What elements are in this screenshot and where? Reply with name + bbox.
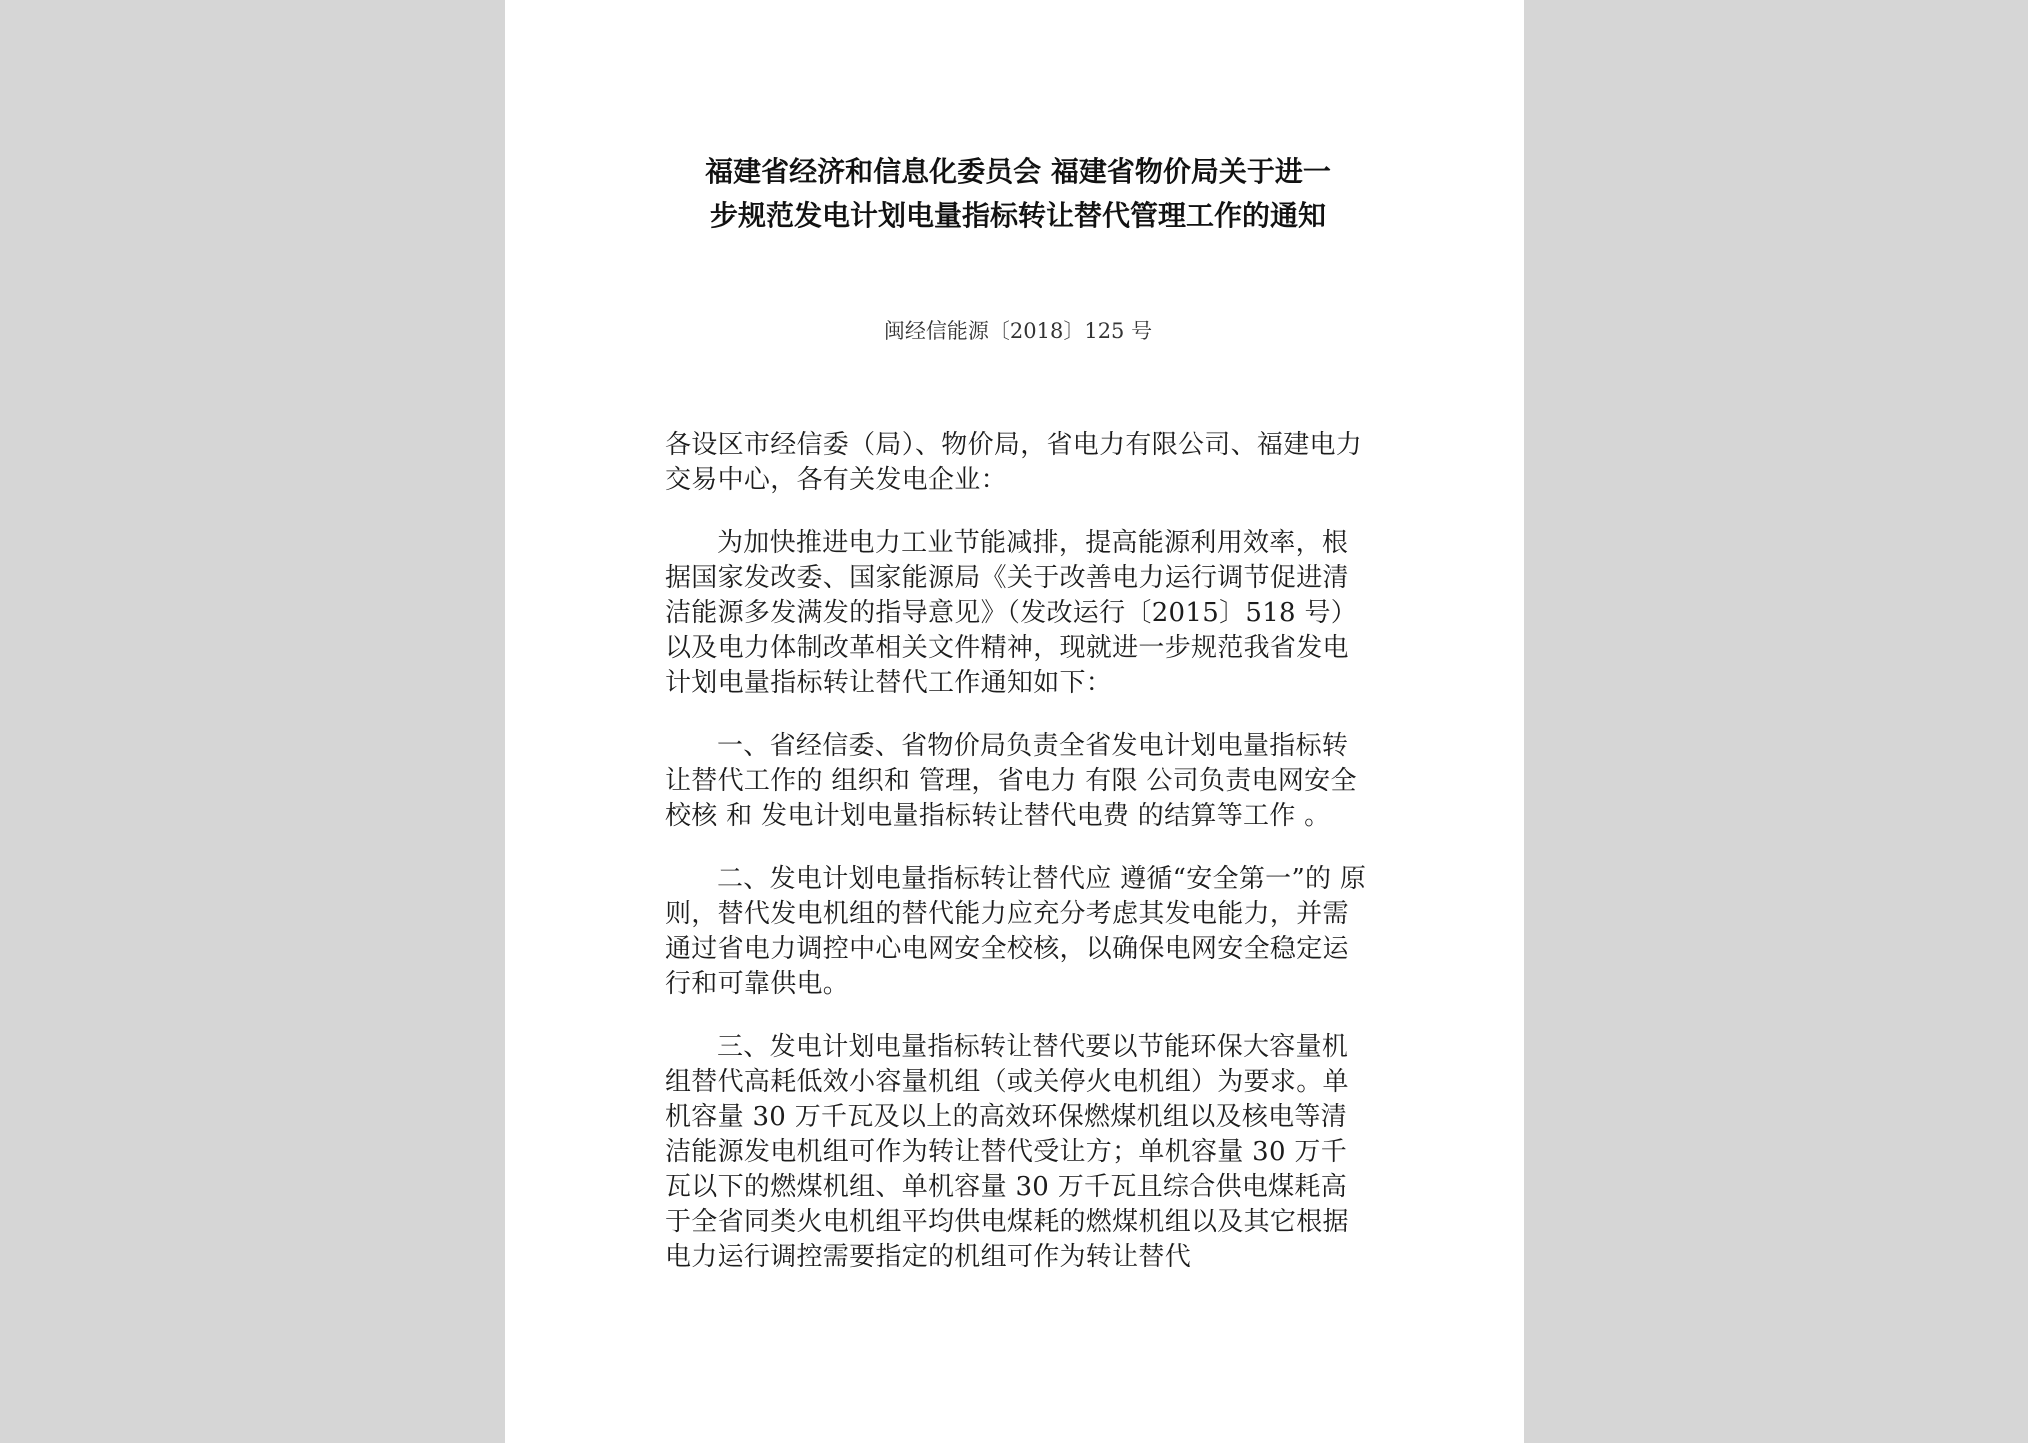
paragraph-item-2: 二、发电计划电量指标转让替代应 遵循“安全第一”的 原则，替代发电机组的替代能力应充分考虑其发电能力，并需通过省电力调控中心电网安全校核，以确保电网安全稳定运行和可靠供电。 [665, 864, 1367, 999]
paragraph-item-3: 三、发电计划电量指标转让替代要以节能环保大容量机组替代高耗低效小容量机组（或关停火电机组）为要求。单机容量 30 万千瓦及以上的高效环保燃煤机组以及核电等清洁能源发电机组可作为转让替代受让方；单机容量 30 万千瓦以下的燃煤机组、单机容量 30 万千瓦且综合供电煤耗高于全省同类火电机组平均供电煤耗的燃煤机组以及其它根据电力运行调控需要指定的机组可作为转让替代 [665, 1032, 1349, 1272]
document-title-line-2: 步规范发电计划电量指标转让替代管理工作的通知 [709, 199, 1326, 232]
document-title-line-1: 福建省经济和信息化委员会 福建省物价局关于进一 [705, 155, 1331, 188]
salutation: 各设区市经信委（局）、物价局，省电力有限公司、福建电力交易中心，各有关发电企业： [665, 430, 1363, 495]
document-page [505, 0, 1524, 1443]
document-content [665, 150, 1371, 1303]
paragraph-intro: 为加快推进电力工业节能减排，提高能源利用效率，根据国家发改委、国家能源局《关于改善电力运行调节促进清洁能源多发满发的指导意见》（发改运行〔2015〕518 号）以及电力体制改革相关文件精神，现就进一步规范我省发电计划电量指标转让替代工作通知如下： [665, 528, 1358, 698]
document-body [665, 428, 1371, 1275]
paragraph-item-1: 一、省经信委、省物价局负责全省发电计划电量指标转让替代工作的 组织和 管理，省电力 有限 公司负责电网安全校核 和 发电计划电量指标转让替代电费 的结算等工作 。 [665, 731, 1357, 831]
document-title [665, 150, 1371, 238]
document-number: 闽经信能源〔2018〕125 号 [883, 319, 1153, 343]
